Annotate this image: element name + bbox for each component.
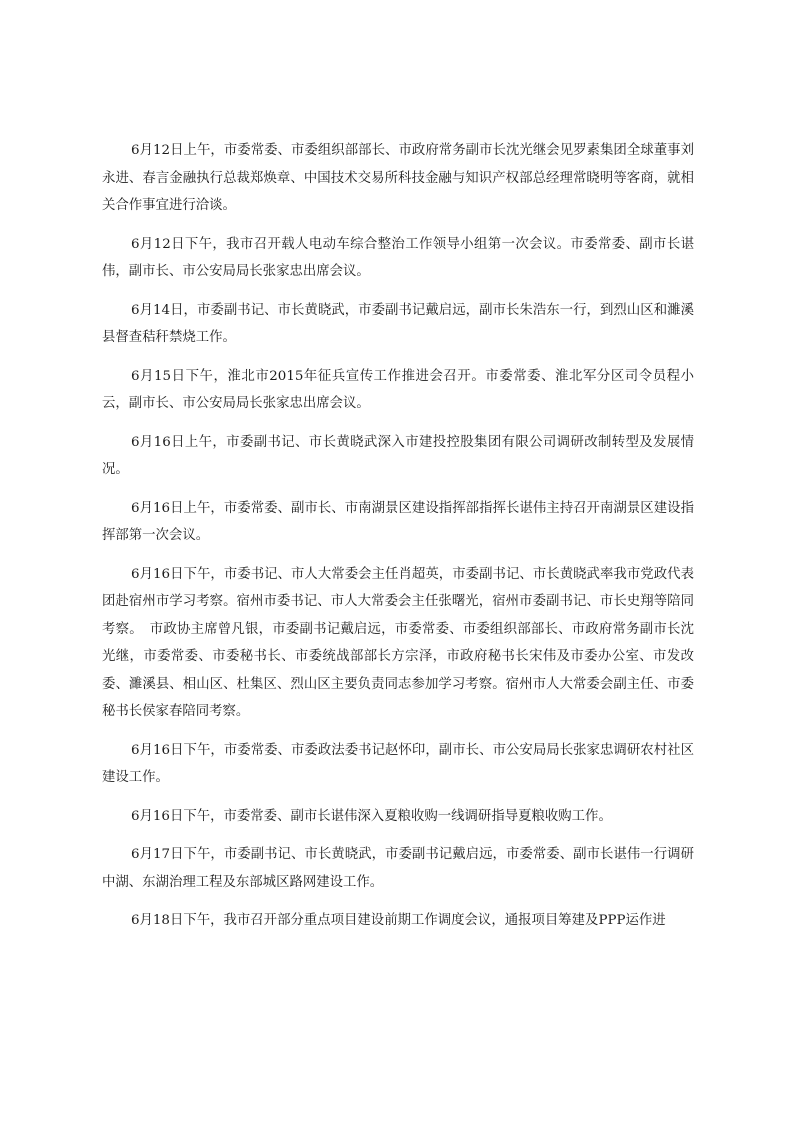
paragraph: 6月16日下午，市委常委、副市长谌伟深入夏粮收购一线调研指导夏粮收购工作。 [131, 808, 612, 824]
paragraph: 6月16日上午，市委副书记、市长黄晓武深入市建投控股集团有限公司调研改制转型及发展情况。 [102, 434, 694, 477]
paragraph: 6月12日下午，我市召开载人电动车综合整治工作领导小组第一次会议。市委常委、副市长谌伟，副市长、市公安局局长张家忠出席会议。 [102, 236, 694, 279]
paragraph: 6月15日下午，淮北市2015年征兵宣传工作推进会召开。市委常委、淮北军分区司令员程小云，副市长、市公安局局长张家忠出席会议。 [102, 368, 694, 411]
paragraph: 6月17日下午，市委副书记、市长黄晓武，市委副书记戴启远，市委常委、副市长谌伟一行调研中湖、东湖治理工程及东部城区路网建设工作。 [102, 847, 694, 890]
paragraph: 6月12日上午，市委常委、市委组织部部长、市政府常务副市长沈光继会见罗素集团全球董事刘永进、春言金融执行总裁郑焕章、中国技术交易所科技金融与知识产权部总经理常晓明等客商，就相关合作事宜进行洽谈。 [102, 143, 694, 213]
paragraph: 6月16日下午，市委书记、市人大常委会主任肖超英，市委副书记、市长黄晓武率我市党政代表团赴宿州市学习考察。宿州市委书记、市人大常委会主任张曙光，宿州市委副书记、市长史翔等陪同考察。 市政协主席曾凡银，市委副书记戴启远，市委常委、市委组织部部长、市政府常务副市长沈光继，市委常委、市委秘书长、市委统战部部长方宗泽，市政府秘书长宋伟及市委办公室、市发改委、濉溪县、相山区、杜集区、烈山区主要负责同志参加学习考察。宿州市人大常委会副主任、市委秘书长侯家春陪同考察。 [102, 566, 694, 719]
document-body [102, 137, 694, 946]
paragraph: 6月16日上午，市委常委、副市长、市南湖景区建设指挥部指挥长谌伟主持召开南湖景区建设指挥部第一次会议。 [102, 500, 694, 543]
paragraph: 6月14日，市委副书记、市长黄晓武，市委副书记戴启远，副市长朱浩东一行，到烈山区和濉溪县督查秸秆禁烧工作。 [102, 302, 694, 345]
paragraph: 6月16日下午，市委常委、市委政法委书记赵怀印，副市长、市公安局局长张家忠调研农村社区建设工作。 [102, 742, 694, 785]
paragraph: 6月18日下午，我市召开部分重点项目建设前期工作调度会议，通报项目筹建及PPP运作进 [131, 913, 666, 928]
